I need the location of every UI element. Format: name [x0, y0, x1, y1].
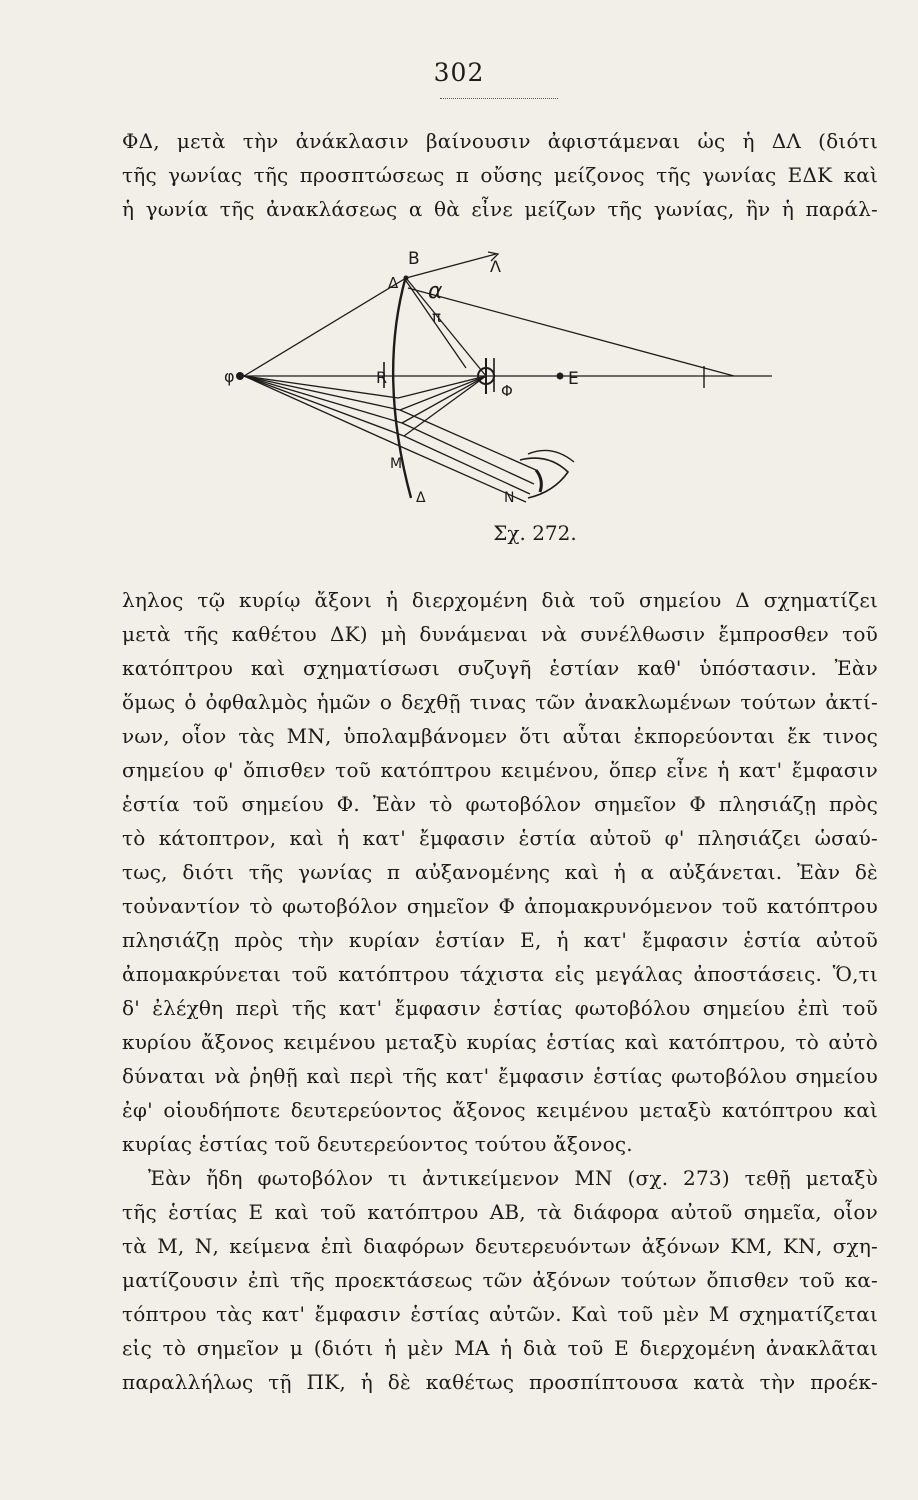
mirror-reflection-figure: [218, 248, 778, 520]
ray-incident: [406, 278, 486, 376]
text-line: δ' ἐλέχθη περὶ τῆς κατ' ἔμφασιν ἑστίας φωτοβόλου σημείου ἐπὶ τοῦ: [122, 996, 878, 1020]
ray-virtual: [244, 278, 406, 376]
page-number-rule: [440, 98, 558, 99]
text-line: νων, οἷον τὰς ΜΝ, ὑπολαμβάνομεν ὅτι αὗται ἐκπορεύονται ἔκ τινος: [122, 724, 878, 748]
label-b: B: [408, 249, 420, 269]
text-line: ὅμως ὁ ὀφθαλμὸς ἡμῶν ο δεχθῇ τινας τῶν ἀνακλωμένων τούτων ἀκτί-: [122, 690, 878, 714]
top-paragraph: [122, 124, 878, 226]
label-m: M: [390, 456, 403, 472]
text-line: ματίζουσιν ἐπὶ τῆς προεκτάσεως τῶν ἀξόνων τούτων ὄπισθεν τοῦ κα-: [122, 1268, 878, 1292]
label-pi: π: [432, 308, 442, 326]
figure-caption: Σχ. 272.: [493, 521, 577, 545]
text-line: ΦΔ, μετὰ τὴν ἀνάκλασιν βαίνουσιν ἀφιστάμεναι ὡς ἡ ΔΛ (διότι: [122, 129, 878, 153]
label-delta-bottom: Δ: [416, 490, 426, 506]
text-line: τοὐναντίον τὸ φωτοβόλον σημεῖον Φ ἀπομακρυνόμενον τοῦ κατόπτρου: [122, 894, 878, 918]
main-paragraph: [122, 583, 878, 1399]
text-line: τῆς γωνίας τῆς προσπτώσεως π οὔσης μείζονος τῆς γωνίας ΕΔΚ καὶ: [122, 163, 878, 187]
text-line: τὸ κάτοπτρον, καὶ ἡ κατ' ἔμφασιν ἑστία αὐτοῦ φ' πλησιάζει ὡσαύ-: [122, 826, 878, 850]
figure-drawing: [218, 248, 778, 520]
text-line: ἑστία τοῦ σημείου Φ. Ἐὰν τὸ φωτοβόλον σημεῖον Φ πλησιάζῃ πρὸς: [122, 792, 878, 816]
label-e: E: [568, 369, 579, 389]
text-line: παραλλήλως τῇ ΠΚ, ἡ δὲ καθέτως προσπίπτουσα κατὰ τὴν προέκ-: [122, 1370, 878, 1394]
text-line: ἡ γωνία τῆς ἀνακλάσεως α θὰ εἶνε μείζων τῆς γωνίας, ἣν ἡ παράλ-: [122, 197, 878, 221]
label-lambda: Λ: [490, 257, 501, 276]
text-line: μετὰ τῆς καθέτου ΔΚ) μὴ δυνάμεναι νὰ συνέλθωσιν ἔμπροσθεν τοῦ: [122, 622, 878, 646]
label-r: R: [376, 368, 388, 387]
text-line: κατόπτρου καὶ σχηματίσωσι συζυγῆ ἑστίαν καθ' ὑπόστασιν. Ἐὰν: [122, 656, 878, 680]
ray-parallel: [408, 288, 734, 376]
text-line: τῆς ἑστίας Ε καὶ τοῦ κατόπτρου ΑΒ, τὰ διάφορα αὐτοῦ σημεῖα, οἷον: [122, 1200, 878, 1224]
text-line: ἐφ' οἱουδήποτε δευτερεύοντος ἄξονος κειμένου μεταξὺ κατόπτρου καὶ: [122, 1098, 878, 1122]
text-line: δύναται νὰ ῥηθῇ καὶ περὶ τῆς κατ' ἔμφασιν ἑστίας φωτοβόλου σημείου: [122, 1064, 878, 1088]
text-line: Ἐὰν ἤδη φωτοβόλον τι ἀντικείμενον ΜΝ (σχ. 273) τεθῇ μεταξὺ: [148, 1166, 878, 1190]
text-line: κυρίου ἄξονος κειμένου μεταξὺ κυρίας ἑστίας καὶ κατόπτρου, τὸ αὐτὸ: [122, 1030, 878, 1054]
label-phi-prime: φ: [224, 367, 235, 386]
text-line: τόπτρου τὰς κατ' ἔμφασιν ἑστίας αὐτῶν. Καὶ τοῦ μὲν Μ σχηματίζεται: [122, 1302, 878, 1326]
text-line: εἰς τὸ σημεῖον μ (διότι ἡ μὲν ΜΑ ἡ διὰ τοῦ Ε διερχομένη ἀνακλᾶται: [122, 1336, 878, 1360]
text-line: πλησιάζῃ πρὸς τὴν κυρίαν ἑστίαν Ε, ἡ κατ' ἔμφασιν ἑστία αὐτοῦ: [122, 928, 878, 952]
label-delta-top: Δ: [388, 274, 399, 292]
text-line: κυρίας ἑστίας τοῦ δευτερεύοντος τούτου ἄξονος.: [122, 1132, 633, 1156]
label-phi: Φ: [501, 382, 513, 400]
text-line: ληλος τῷ κυρίῳ ἄξονι ἡ διερχομένη διὰ τοῦ σημείου Δ σχηματίζει: [122, 588, 878, 612]
page-number: 302: [433, 58, 485, 87]
text-line: τως, διότι τῆς γωνίας π αὐξανομένης καὶ ἡ α αὐξάνεται. Ἐὰν δὲ: [122, 860, 878, 884]
label-n: N: [504, 490, 515, 506]
text-line: τὰ Μ, Ν, κείμενα ἐπὶ διαφόρων δευτερευόντων ἀξόνων ΚΜ, ΚΝ, σχη-: [122, 1234, 878, 1258]
text-line: σημείου φ' ὄπισθεν τοῦ κατόπτρου κειμένου, ὅπερ εἶνε ἡ κατ' ἔμφασιν: [122, 758, 878, 782]
label-alpha: α: [428, 279, 443, 304]
text-line: ἀπομακρύνεται τοῦ κατόπτρου τάχιστα εἰς μεγάλας ἀποστάσεις. Ὅ,τι: [122, 962, 878, 986]
